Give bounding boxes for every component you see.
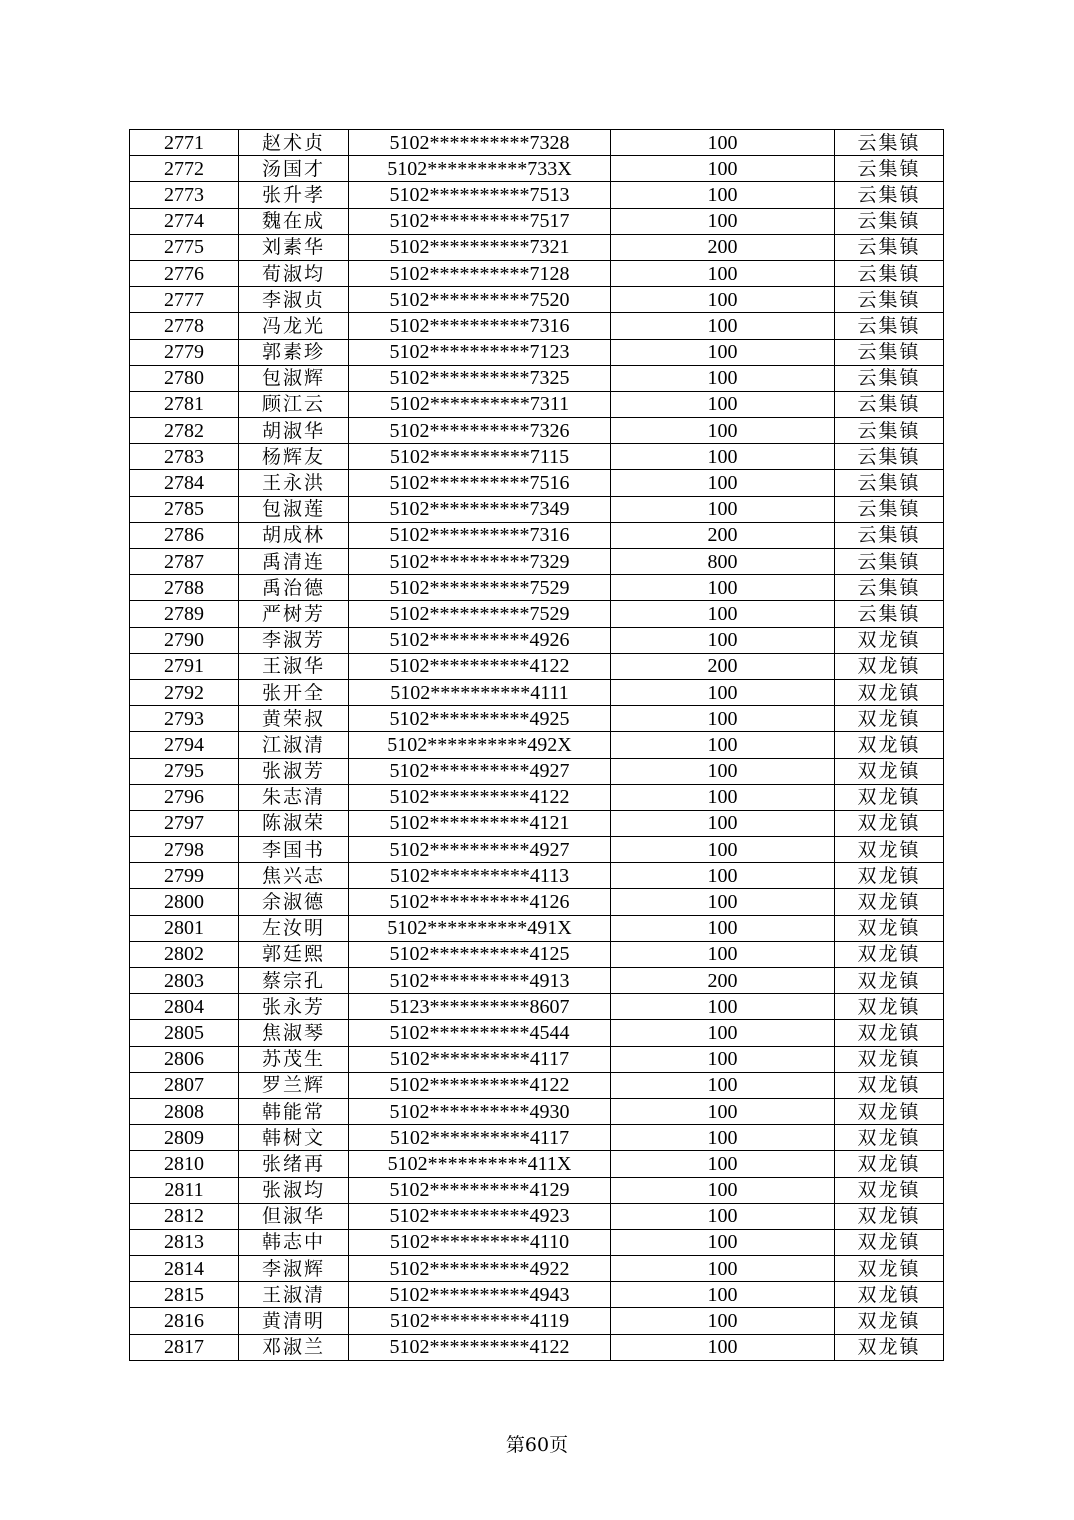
cell-number: 2792 xyxy=(130,679,239,705)
cell-id-number: 5102**********4122 xyxy=(349,1334,611,1360)
cell-number: 2795 xyxy=(130,758,239,784)
cell-id-number: 5102**********4129 xyxy=(349,1177,611,1203)
table-row xyxy=(130,1229,944,1255)
cell-name: 张开全 xyxy=(239,679,349,705)
table-row xyxy=(130,679,944,705)
cell-amount: 100 xyxy=(611,1125,835,1151)
cell-town: 双龙镇 xyxy=(835,627,944,653)
cell-name: 江淑清 xyxy=(239,732,349,758)
cell-name: 张永芳 xyxy=(239,994,349,1020)
cell-name: 黄荣叔 xyxy=(239,706,349,732)
cell-name: 张绪再 xyxy=(239,1151,349,1177)
cell-amount: 100 xyxy=(611,444,835,470)
cell-id-number: 5102**********7326 xyxy=(349,418,611,444)
cell-name: 黄清明 xyxy=(239,1308,349,1334)
table-row xyxy=(130,208,944,234)
cell-number: 2814 xyxy=(130,1256,239,1282)
table-row xyxy=(130,1203,944,1229)
cell-number: 2787 xyxy=(130,549,239,575)
cell-town: 双龙镇 xyxy=(835,889,944,915)
table-row xyxy=(130,522,944,548)
cell-number: 2782 xyxy=(130,418,239,444)
cell-amount: 100 xyxy=(611,1334,835,1360)
cell-town: 双龙镇 xyxy=(835,1229,944,1255)
table-row xyxy=(130,732,944,758)
table-row xyxy=(130,968,944,994)
table-row xyxy=(130,941,944,967)
cell-id-number: 5102**********4943 xyxy=(349,1282,611,1308)
cell-id-number: 5102**********7128 xyxy=(349,260,611,286)
cell-name: 但淑华 xyxy=(239,1203,349,1229)
cell-number: 2775 xyxy=(130,234,239,260)
cell-id-number: 5102**********7316 xyxy=(349,313,611,339)
cell-amount: 100 xyxy=(611,863,835,889)
cell-name: 荀淑均 xyxy=(239,260,349,286)
table-row xyxy=(130,810,944,836)
cell-town: 双龙镇 xyxy=(835,732,944,758)
cell-amount: 100 xyxy=(611,758,835,784)
cell-number: 2811 xyxy=(130,1177,239,1203)
cell-id-number: 5102**********4125 xyxy=(349,941,611,967)
table-row xyxy=(130,1125,944,1151)
cell-name: 焦淑琴 xyxy=(239,1020,349,1046)
table-row xyxy=(130,418,944,444)
cell-amount: 200 xyxy=(611,968,835,994)
cell-town: 云集镇 xyxy=(835,365,944,391)
cell-town: 云集镇 xyxy=(835,182,944,208)
cell-town: 云集镇 xyxy=(835,234,944,260)
cell-town: 双龙镇 xyxy=(835,994,944,1020)
table-row xyxy=(130,1334,944,1360)
cell-number: 2776 xyxy=(130,260,239,286)
cell-amount: 100 xyxy=(611,1151,835,1177)
table-row xyxy=(130,758,944,784)
cell-name: 包淑辉 xyxy=(239,365,349,391)
cell-name: 胡成林 xyxy=(239,522,349,548)
cell-town: 双龙镇 xyxy=(835,1125,944,1151)
cell-id-number: 5102**********4121 xyxy=(349,810,611,836)
cell-id-number: 5102**********7516 xyxy=(349,470,611,496)
cell-name: 包淑莲 xyxy=(239,496,349,522)
cell-name: 李国书 xyxy=(239,837,349,863)
cell-name: 苏茂生 xyxy=(239,1046,349,1072)
cell-id-number: 5102**********7529 xyxy=(349,601,611,627)
roster-table xyxy=(129,129,944,1361)
cell-name: 韩树文 xyxy=(239,1125,349,1151)
cell-name: 韩志中 xyxy=(239,1229,349,1255)
cell-name: 韩能常 xyxy=(239,1098,349,1124)
cell-number: 2805 xyxy=(130,1020,239,1046)
table-row xyxy=(130,1020,944,1046)
cell-amount: 800 xyxy=(611,549,835,575)
cell-id-number: 5102**********7321 xyxy=(349,234,611,260)
cell-number: 2797 xyxy=(130,810,239,836)
cell-amount: 100 xyxy=(611,1282,835,1308)
cell-amount: 100 xyxy=(611,1229,835,1255)
cell-town: 云集镇 xyxy=(835,156,944,182)
cell-name: 赵术贞 xyxy=(239,130,349,156)
cell-id-number: 5102**********4119 xyxy=(349,1308,611,1334)
cell-number: 2781 xyxy=(130,391,239,417)
table-row xyxy=(130,444,944,470)
cell-id-number: 5102**********4111 xyxy=(349,679,611,705)
cell-town: 云集镇 xyxy=(835,313,944,339)
cell-amount: 100 xyxy=(611,679,835,705)
cell-number: 2793 xyxy=(130,706,239,732)
cell-id-number: 5102**********411X xyxy=(349,1151,611,1177)
cell-number: 2798 xyxy=(130,837,239,863)
cell-number: 2779 xyxy=(130,339,239,365)
cell-number: 2774 xyxy=(130,208,239,234)
cell-town: 双龙镇 xyxy=(835,941,944,967)
cell-id-number: 5102**********7325 xyxy=(349,365,611,391)
cell-name: 魏在成 xyxy=(239,208,349,234)
cell-id-number: 5102**********4925 xyxy=(349,706,611,732)
cell-town: 云集镇 xyxy=(835,470,944,496)
page-number: 第60页 xyxy=(505,1434,569,1456)
cell-town: 双龙镇 xyxy=(835,784,944,810)
cell-town: 云集镇 xyxy=(835,208,944,234)
cell-number: 2773 xyxy=(130,182,239,208)
table-row xyxy=(130,1072,944,1098)
table-row xyxy=(130,994,944,1020)
cell-id-number: 5102**********4122 xyxy=(349,653,611,679)
cell-name: 朱志清 xyxy=(239,784,349,810)
cell-amount: 100 xyxy=(611,1098,835,1124)
cell-amount: 200 xyxy=(611,234,835,260)
cell-amount: 100 xyxy=(611,915,835,941)
cell-id-number: 5102**********7349 xyxy=(349,496,611,522)
cell-town: 双龙镇 xyxy=(835,1072,944,1098)
cell-amount: 100 xyxy=(611,810,835,836)
cell-number: 2786 xyxy=(130,522,239,548)
cell-number: 2802 xyxy=(130,941,239,967)
cell-amount: 100 xyxy=(611,627,835,653)
cell-number: 2813 xyxy=(130,1229,239,1255)
cell-id-number: 5102**********7513 xyxy=(349,182,611,208)
cell-id-number: 5102**********7311 xyxy=(349,391,611,417)
cell-name: 郭廷熙 xyxy=(239,941,349,967)
table-row xyxy=(130,1046,944,1072)
table-row xyxy=(130,287,944,313)
table-row xyxy=(130,706,944,732)
cell-id-number: 5102**********7329 xyxy=(349,549,611,575)
cell-amount: 100 xyxy=(611,496,835,522)
table-row xyxy=(130,1177,944,1203)
cell-amount: 100 xyxy=(611,182,835,208)
cell-town: 云集镇 xyxy=(835,287,944,313)
cell-number: 2808 xyxy=(130,1098,239,1124)
cell-number: 2801 xyxy=(130,915,239,941)
cell-name: 李淑辉 xyxy=(239,1256,349,1282)
cell-town: 双龙镇 xyxy=(835,653,944,679)
cell-name: 禹清连 xyxy=(239,549,349,575)
cell-name: 汤国才 xyxy=(239,156,349,182)
cell-town: 双龙镇 xyxy=(835,1098,944,1124)
cell-amount: 100 xyxy=(611,1177,835,1203)
table-row xyxy=(130,889,944,915)
cell-town: 双龙镇 xyxy=(835,1020,944,1046)
cell-number: 2791 xyxy=(130,653,239,679)
cell-town: 云集镇 xyxy=(835,391,944,417)
cell-town: 双龙镇 xyxy=(835,1308,944,1334)
cell-name: 邓淑兰 xyxy=(239,1334,349,1360)
cell-town: 双龙镇 xyxy=(835,1151,944,1177)
cell-id-number: 5102**********4544 xyxy=(349,1020,611,1046)
cell-name: 顾江云 xyxy=(239,391,349,417)
cell-number: 2799 xyxy=(130,863,239,889)
cell-town: 双龙镇 xyxy=(835,863,944,889)
table-row xyxy=(130,1282,944,1308)
cell-number: 2800 xyxy=(130,889,239,915)
cell-number: 2777 xyxy=(130,287,239,313)
cell-amount: 100 xyxy=(611,601,835,627)
cell-amount: 100 xyxy=(611,313,835,339)
cell-number: 2783 xyxy=(130,444,239,470)
table-row xyxy=(130,837,944,863)
cell-town: 云集镇 xyxy=(835,339,944,365)
cell-name: 左汝明 xyxy=(239,915,349,941)
table-row xyxy=(130,313,944,339)
cell-id-number: 5102**********4923 xyxy=(349,1203,611,1229)
cell-number: 2780 xyxy=(130,365,239,391)
cell-amount: 100 xyxy=(611,1072,835,1098)
cell-amount: 100 xyxy=(611,575,835,601)
cell-id-number: 5102**********733X xyxy=(349,156,611,182)
table-row xyxy=(130,339,944,365)
table-row xyxy=(130,784,944,810)
cell-id-number: 5102**********7316 xyxy=(349,522,611,548)
cell-town: 双龙镇 xyxy=(835,1046,944,1072)
cell-id-number: 5102**********4117 xyxy=(349,1125,611,1151)
cell-id-number: 5102**********4927 xyxy=(349,837,611,863)
cell-number: 2806 xyxy=(130,1046,239,1072)
table-row xyxy=(130,863,944,889)
cell-name: 李淑贞 xyxy=(239,287,349,313)
cell-town: 云集镇 xyxy=(835,418,944,444)
table-row xyxy=(130,470,944,496)
cell-name: 王淑清 xyxy=(239,1282,349,1308)
cell-name: 胡淑华 xyxy=(239,418,349,444)
cell-amount: 100 xyxy=(611,156,835,182)
cell-id-number: 5102**********7328 xyxy=(349,130,611,156)
table-row xyxy=(130,1098,944,1124)
cell-number: 2809 xyxy=(130,1125,239,1151)
cell-amount: 100 xyxy=(611,732,835,758)
cell-town: 云集镇 xyxy=(835,130,944,156)
cell-town: 云集镇 xyxy=(835,444,944,470)
cell-name: 余淑德 xyxy=(239,889,349,915)
cell-number: 2789 xyxy=(130,601,239,627)
cell-id-number: 5102**********4122 xyxy=(349,784,611,810)
cell-name: 杨辉友 xyxy=(239,444,349,470)
cell-town: 云集镇 xyxy=(835,575,944,601)
cell-id-number: 5123**********8607 xyxy=(349,994,611,1020)
cell-name: 陈淑荣 xyxy=(239,810,349,836)
cell-town: 双龙镇 xyxy=(835,1177,944,1203)
cell-amount: 100 xyxy=(611,208,835,234)
cell-town: 双龙镇 xyxy=(835,706,944,732)
cell-amount: 100 xyxy=(611,941,835,967)
cell-town: 双龙镇 xyxy=(835,915,944,941)
cell-name: 蔡宗孔 xyxy=(239,968,349,994)
cell-amount: 100 xyxy=(611,287,835,313)
cell-amount: 100 xyxy=(611,1256,835,1282)
cell-number: 2804 xyxy=(130,994,239,1020)
cell-id-number: 5102**********7520 xyxy=(349,287,611,313)
cell-town: 云集镇 xyxy=(835,496,944,522)
cell-number: 2816 xyxy=(130,1308,239,1334)
cell-name: 郭素珍 xyxy=(239,339,349,365)
cell-town: 双龙镇 xyxy=(835,968,944,994)
cell-amount: 100 xyxy=(611,391,835,417)
cell-id-number: 5102**********7123 xyxy=(349,339,611,365)
cell-number: 2778 xyxy=(130,313,239,339)
cell-name: 王淑华 xyxy=(239,653,349,679)
cell-number: 2817 xyxy=(130,1334,239,1360)
cell-amount: 100 xyxy=(611,1020,835,1046)
cell-id-number: 5102**********491X xyxy=(349,915,611,941)
cell-number: 2784 xyxy=(130,470,239,496)
cell-town: 双龙镇 xyxy=(835,810,944,836)
cell-town: 双龙镇 xyxy=(835,1203,944,1229)
cell-town: 双龙镇 xyxy=(835,1256,944,1282)
cell-town: 双龙镇 xyxy=(835,837,944,863)
cell-id-number: 5102**********4930 xyxy=(349,1098,611,1124)
cell-id-number: 5102**********4113 xyxy=(349,863,611,889)
cell-name: 李淑芳 xyxy=(239,627,349,653)
cell-id-number: 5102**********7529 xyxy=(349,575,611,601)
cell-town: 云集镇 xyxy=(835,601,944,627)
cell-name: 刘素华 xyxy=(239,234,349,260)
cell-town: 云集镇 xyxy=(835,260,944,286)
table-row xyxy=(130,182,944,208)
table-row xyxy=(130,234,944,260)
table-row xyxy=(130,915,944,941)
table-row xyxy=(130,1151,944,1177)
table-row xyxy=(130,391,944,417)
cell-amount: 100 xyxy=(611,130,835,156)
table-row xyxy=(130,575,944,601)
cell-town: 双龙镇 xyxy=(835,758,944,784)
cell-amount: 100 xyxy=(611,837,835,863)
cell-amount: 100 xyxy=(611,339,835,365)
table-row xyxy=(130,365,944,391)
cell-amount: 100 xyxy=(611,1046,835,1072)
roster-body xyxy=(130,130,944,1361)
cell-id-number: 5102**********4117 xyxy=(349,1046,611,1072)
cell-amount: 100 xyxy=(611,365,835,391)
cell-name: 王永洪 xyxy=(239,470,349,496)
cell-town: 云集镇 xyxy=(835,549,944,575)
cell-number: 2803 xyxy=(130,968,239,994)
cell-number: 2790 xyxy=(130,627,239,653)
cell-id-number: 5102**********7517 xyxy=(349,208,611,234)
table-row xyxy=(130,496,944,522)
cell-name: 张淑均 xyxy=(239,1177,349,1203)
cell-amount: 100 xyxy=(611,889,835,915)
cell-id-number: 5102**********4922 xyxy=(349,1256,611,1282)
cell-amount: 100 xyxy=(611,1308,835,1334)
cell-id-number: 5102**********4926 xyxy=(349,627,611,653)
cell-amount: 200 xyxy=(611,522,835,548)
cell-number: 2772 xyxy=(130,156,239,182)
cell-id-number: 5102**********7115 xyxy=(349,444,611,470)
cell-amount: 100 xyxy=(611,418,835,444)
cell-number: 2785 xyxy=(130,496,239,522)
cell-amount: 100 xyxy=(611,994,835,1020)
table-row xyxy=(130,653,944,679)
cell-number: 2807 xyxy=(130,1072,239,1098)
cell-amount: 100 xyxy=(611,706,835,732)
cell-town: 双龙镇 xyxy=(835,1334,944,1360)
cell-name: 罗兰辉 xyxy=(239,1072,349,1098)
cell-number: 2788 xyxy=(130,575,239,601)
cell-town: 双龙镇 xyxy=(835,679,944,705)
cell-amount: 100 xyxy=(611,1203,835,1229)
cell-amount: 200 xyxy=(611,653,835,679)
cell-name: 焦兴志 xyxy=(239,863,349,889)
cell-id-number: 5102**********4110 xyxy=(349,1229,611,1255)
table-row xyxy=(130,156,944,182)
cell-id-number: 5102**********4122 xyxy=(349,1072,611,1098)
table-row xyxy=(130,1308,944,1334)
cell-town: 双龙镇 xyxy=(835,1282,944,1308)
cell-name: 冯龙光 xyxy=(239,313,349,339)
cell-name: 禹治德 xyxy=(239,575,349,601)
table-row xyxy=(130,260,944,286)
table-row xyxy=(130,549,944,575)
table-row xyxy=(130,601,944,627)
cell-id-number: 5102**********4927 xyxy=(349,758,611,784)
cell-number: 2796 xyxy=(130,784,239,810)
cell-number: 2815 xyxy=(130,1282,239,1308)
cell-amount: 100 xyxy=(611,470,835,496)
table-row xyxy=(130,130,944,156)
table-row xyxy=(130,627,944,653)
cell-number: 2812 xyxy=(130,1203,239,1229)
cell-amount: 100 xyxy=(611,260,835,286)
cell-name: 张升孝 xyxy=(239,182,349,208)
cell-amount: 100 xyxy=(611,784,835,810)
cell-number: 2771 xyxy=(130,130,239,156)
cell-id-number: 5102**********4126 xyxy=(349,889,611,915)
cell-town: 云集镇 xyxy=(835,522,944,548)
cell-id-number: 5102**********492X xyxy=(349,732,611,758)
table-row xyxy=(130,1256,944,1282)
cell-number: 2810 xyxy=(130,1151,239,1177)
cell-number: 2794 xyxy=(130,732,239,758)
cell-name: 严树芳 xyxy=(239,601,349,627)
cell-id-number: 5102**********4913 xyxy=(349,968,611,994)
cell-name: 张淑芳 xyxy=(239,758,349,784)
